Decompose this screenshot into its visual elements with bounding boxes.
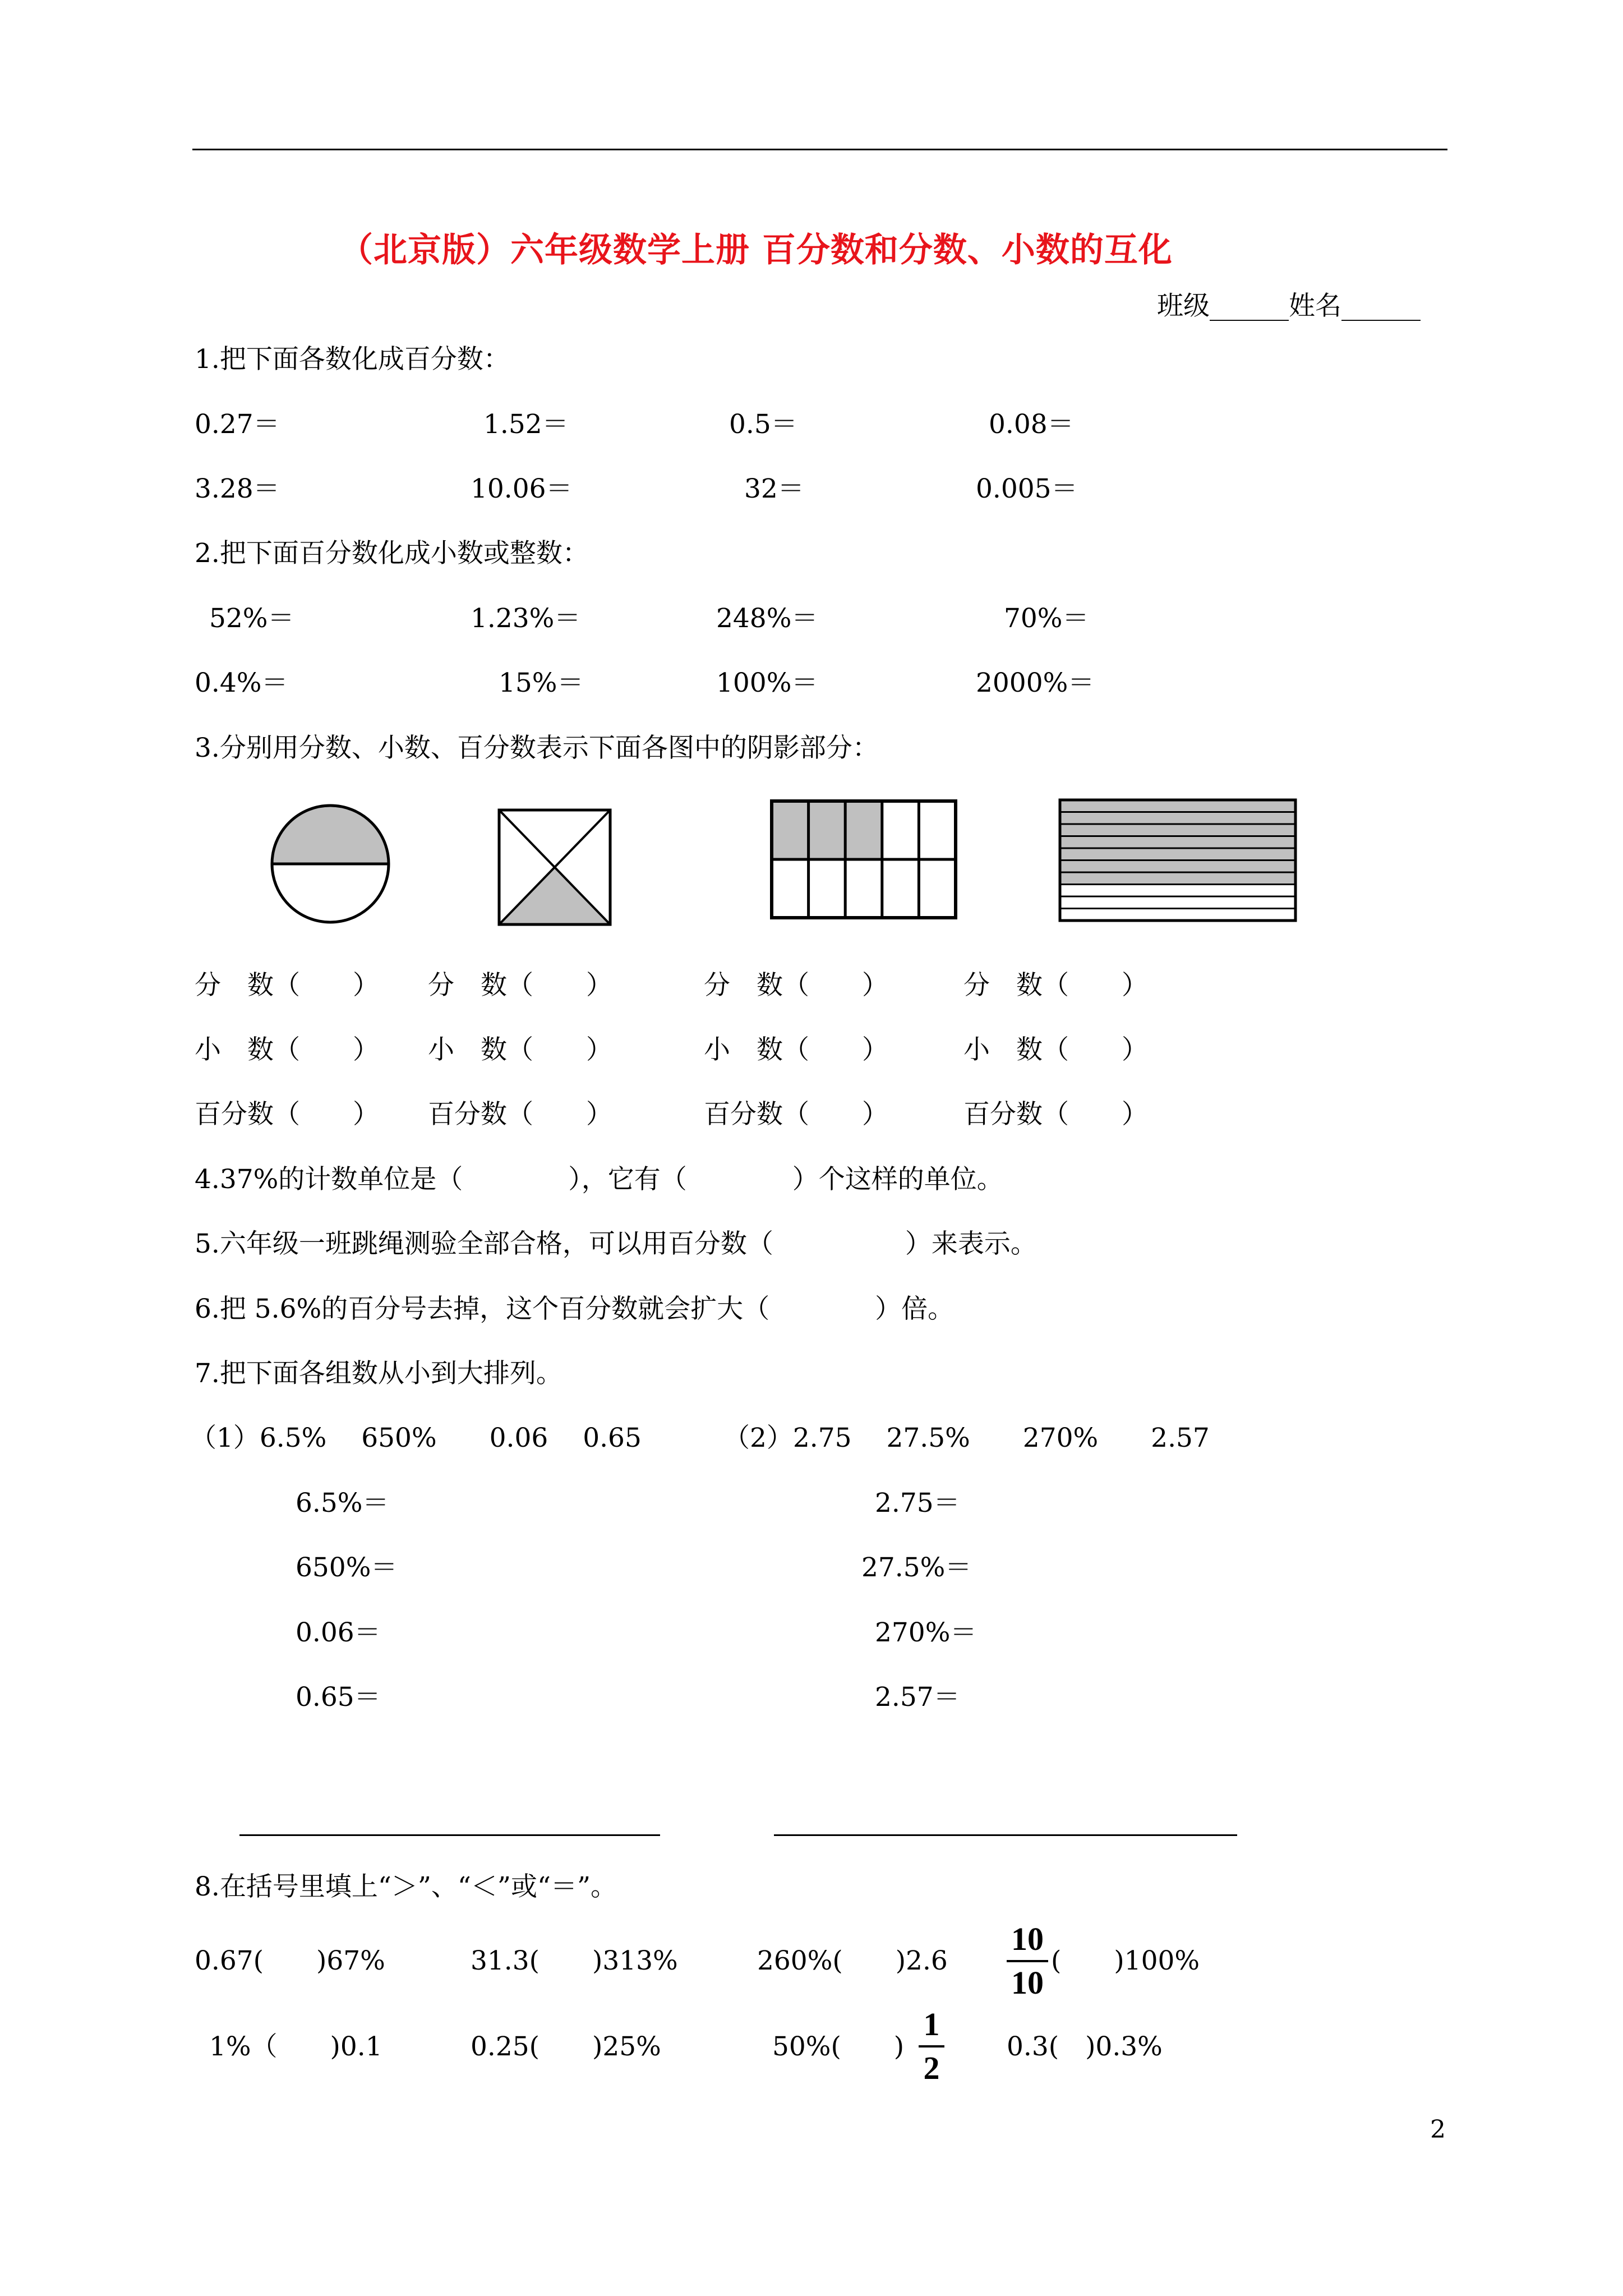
q2-item[interactable]: 1.23%＝ <box>471 603 581 634</box>
q8-item[interactable]: 1%（ )0.1 <box>209 2031 382 2062</box>
q3-fraction-label[interactable]: 分 数（ ） <box>704 970 888 1001</box>
q3-decimal-label[interactable]: 小 数（ ） <box>195 1034 379 1065</box>
q7-group1-item[interactable]: 0.65＝ <box>296 1682 381 1713</box>
q2-item[interactable]: 2000%＝ <box>976 668 1095 698</box>
q8-item[interactable]: ( )100% <box>1051 1945 1200 1976</box>
q1-item[interactable]: 0.5＝ <box>729 409 797 440</box>
q5-text[interactable]: 5.六年级一班跳绳测验全部合格，可以用百分数（ ）来表示。 <box>195 1228 1037 1259</box>
q3-percent-label[interactable]: 百分数（ ） <box>428 1099 612 1130</box>
q2-item[interactable]: 52%＝ <box>209 603 294 634</box>
q3-percent-label[interactable]: 百分数（ ） <box>195 1099 379 1130</box>
q2-heading: 2.把下面百分数化成小数或整数： <box>195 538 589 569</box>
q3-percent-label[interactable]: 百分数（ ） <box>704 1099 888 1130</box>
q8-fraction-10-10 <box>1007 1923 1048 1999</box>
q1-item[interactable]: 10.06＝ <box>471 473 573 504</box>
q7-group1-item[interactable]: 650%＝ <box>296 1552 398 1583</box>
q3-decimal-label[interactable]: 小 数（ ） <box>428 1034 612 1065</box>
q8-item[interactable]: 260%( )2.6 <box>757 1945 948 1976</box>
page-number: 2 <box>1430 2115 1446 2144</box>
fraction-numerator: 1 <box>923 2006 940 2042</box>
q2-item[interactable]: 100%＝ <box>716 668 818 698</box>
name-blank[interactable]: ______ <box>1341 291 1421 321</box>
q1-heading: 1.把下面各数化成百分数： <box>195 344 510 375</box>
q7-group2-item[interactable]: 2.57＝ <box>875 1682 960 1713</box>
q2-item[interactable]: 70%＝ <box>1004 603 1089 634</box>
q2-item[interactable]: 15%＝ <box>499 668 584 698</box>
q8-item[interactable]: 0.3( )0.3% <box>1007 2031 1163 2062</box>
q8-heading: 8.在括号里填上“＞”、“＜”或“＝”。 <box>195 1871 617 1902</box>
q2-item[interactable]: 0.4%＝ <box>195 668 288 698</box>
q8-fraction-1-2 <box>919 2008 944 2085</box>
class-label: 班级 <box>1157 291 1210 321</box>
q7-group1-item[interactable]: 0.06＝ <box>296 1617 381 1648</box>
q1-item[interactable]: 0.27＝ <box>195 409 280 440</box>
q8-item[interactable]: 0.25( )25% <box>471 2031 661 2062</box>
q8-item[interactable]: 31.3( )313% <box>471 1945 678 1976</box>
q2-item[interactable]: 248%＝ <box>716 603 818 634</box>
q7-group2-item[interactable]: 27.5%＝ <box>861 1552 972 1583</box>
class-blank[interactable]: ______ <box>1210 291 1289 321</box>
q3-decimal-label[interactable]: 小 数（ ） <box>963 1034 1148 1065</box>
grid-shaded-cell <box>772 801 882 859</box>
fraction-denominator: 10 <box>1011 1964 1044 2001</box>
q3-fraction-label[interactable]: 分 数（ ） <box>963 970 1148 1001</box>
q7-answer-line[interactable] <box>239 1834 660 1836</box>
q6-text[interactable]: 6.把 5.6%的百分号去掉，这个百分数就会扩大（ ）倍。 <box>195 1294 955 1324</box>
q4-text[interactable]: 4.37%的计数单位是（ ），它有（ ）个这样的单位。 <box>195 1164 1003 1195</box>
fraction-numerator: 10 <box>1011 1921 1044 1957</box>
name-label: 姓名 <box>1289 291 1341 321</box>
q8-item[interactable]: 50%( ) <box>772 2031 905 2062</box>
q1-item[interactable]: 0.08＝ <box>989 409 1074 440</box>
q7-group2-line: （2）2.75 27.5% 270% 2.57 <box>723 1423 1210 1453</box>
half-circle-shaded <box>272 806 389 864</box>
q1-item[interactable]: 32＝ <box>744 473 804 504</box>
q3-fraction-label[interactable]: 分 数（ ） <box>195 970 379 1001</box>
fraction-bar <box>1007 1960 1048 1962</box>
fraction-bar <box>919 2045 944 2047</box>
q3-heading: 3.分别用分数、小数、百分数表示下面各图中的阴影部分： <box>195 733 879 763</box>
fraction-denominator: 2 <box>923 2050 940 2086</box>
q1-item[interactable]: 3.28＝ <box>195 473 280 504</box>
q7-answer-line[interactable] <box>774 1834 1237 1836</box>
square-shaded-triangle <box>499 867 610 924</box>
q7-group2-item[interactable]: 2.75＝ <box>875 1488 960 1519</box>
q7-group1-item[interactable]: 6.5%＝ <box>296 1488 389 1519</box>
q7-heading: 7.把下面各组数从小到大排列。 <box>195 1358 562 1389</box>
page-title: （北京版）六年级数学上册 百分数和分数、小数的互化 <box>339 231 1173 270</box>
q8-item[interactable]: 0.67( )67% <box>195 1945 385 1976</box>
q7-group2-item[interactable]: 270%＝ <box>875 1617 977 1648</box>
q3-decimal-label[interactable]: 小 数（ ） <box>704 1034 888 1065</box>
q7-group1-line: （1）6.5% 650% 0.06 0.65 <box>190 1423 642 1453</box>
q3-fraction-label[interactable]: 分 数（ ） <box>428 970 612 1001</box>
q3-percent-label[interactable]: 百分数（ ） <box>963 1099 1148 1130</box>
q1-item[interactable]: 1.52＝ <box>483 409 569 440</box>
q1-item[interactable]: 0.005＝ <box>976 473 1078 504</box>
